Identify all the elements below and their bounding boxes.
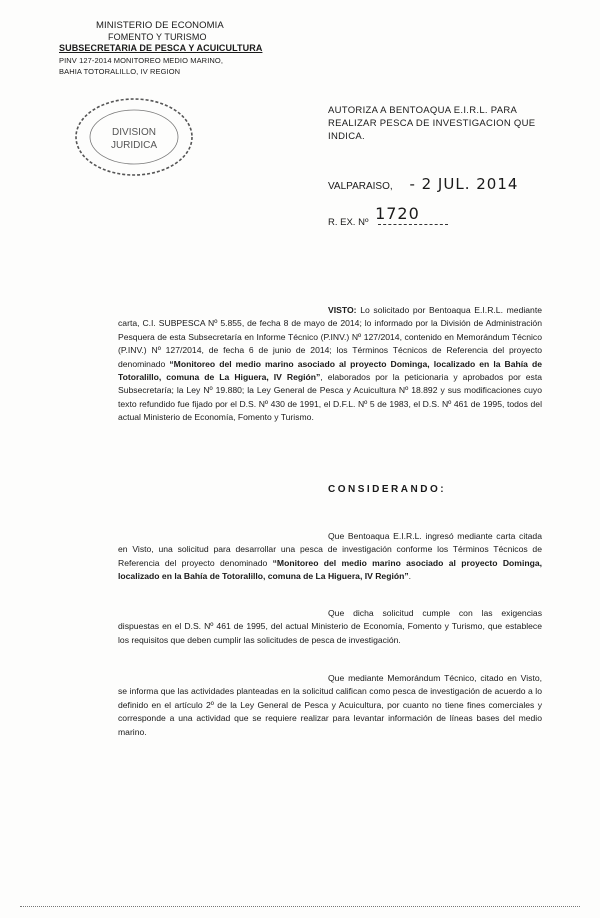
resolution-underline — [378, 224, 448, 225]
considerando-heading: CONSIDERANDO: — [328, 484, 447, 495]
resolution-number: 1720 — [375, 204, 420, 223]
project-reference: PINV 127-2014 MONITOREO MEDIO MARINO, — [59, 55, 224, 65]
visto-text-a: Lo solicitado por Bentoaqua E.I.R.L. mediante carta, C.I. SUBPESCA Nº 5.855, de fecha 8 de mayo de 2014; lo informado por la División de Administración Pesquera de esta Subsecretaría en Informe Técnico (P.INV.) Nº 127/2014, contenido en Memorándum Técnico (P.INV.) Nº 127/2014, de fecha 6 de junio de 2014; los Términos Técnicos de Referencia del proyecto denominado — [118, 305, 542, 369]
p2-text: Que dicha solicitud cumple con las exigencias dispuestas en el D.S. Nº 461 de 1995, del actual Ministerio de Economía, Fomento y Turismo, que establece los requisitos que deben cumplir las solicitudes de pesca de investigación. — [118, 608, 542, 645]
visto-paragraph — [118, 304, 542, 425]
resolution-label: R. EX. Nº — [328, 217, 369, 228]
footer-rule — [20, 906, 580, 907]
division-juridica-stamp — [70, 93, 198, 181]
p3-text: Que mediante Memorándum Técnico, citado en Visto, se informa que las actividades planteadas en la solicitud califican como pesca de investigación de acuerdo a lo definido en el artículo 2º de la Ley General de Pesca y Acuicultura, por cuanto no tiene fines comerciales y corresponde a una actividad que se requiere realizar para levantar información de líneas bases del medio marino. — [118, 673, 542, 737]
ministry-subtitle: FOMENTO Y TURISMO — [108, 31, 207, 42]
visto-label: VISTO: — [328, 305, 357, 315]
considerando-paragraph-3 — [118, 672, 542, 739]
resolution-number-line — [328, 204, 448, 229]
ministry-name: MINISTERIO DE ECONOMIA — [96, 20, 224, 31]
p1-text-b: . — [408, 571, 412, 582]
p1-text-a: Que Bentoaqua E.I.R.L. ingresó mediante carta citada en Visto, una solicitud para desarrollar una pesca de investigación conforme los Términos Técnicos de Referencia del proyecto denominado — [118, 531, 542, 568]
letterhead — [59, 20, 263, 78]
p1-project-name: “Monitoreo del medio marino asociado al proyecto Dominga, localizado en la Bahía de Totoralillo, comuna de La Higuera, IV Región” — [118, 557, 542, 582]
visto-project-name: “Monitoreo del medio marino asociado al proyecto Dominga, localizado en la Bahía de Totoralillo, comuna de La Higuera, IV Región” — [118, 358, 543, 383]
project-location: BAHIA TOTORALILLO, IV REGION — [59, 67, 181, 76]
date-line — [328, 175, 518, 193]
considerando-paragraph-1 — [118, 530, 542, 584]
stamp-text-juridica: JURIDICA — [110, 140, 158, 151]
date-stamp: - 2 JUL. 2014 — [409, 175, 519, 193]
resolution-subject: AUTORIZA A BENTOAQUA E.I.R.L. PARA REALIZAR PESCA DE INVESTIGACION QUE INDICA. — [328, 105, 536, 142]
date-place: VALPARAISO, — [328, 181, 393, 192]
subsecretaria-name: SUBSECRETARIA DE PESCA Y ACUICULTURA — [59, 43, 263, 53]
stamp-text-division: DIVISION — [112, 127, 156, 138]
visto-text-b: , elaborados por la peticionaria y aprobados por esta Subsecretaría; la Ley Nº 19.880; la Ley General de Pesca y Acuicultura Nº 18.892 y sus modificaciones cuyo texto refundido fue fijado por el D.S. Nº 430 de 1991, el D.F.L. Nº 5 de 1983, el D.S. Nº 461 de 1995, todos del actual Ministerio de Economía, Fomento y Turismo. — [118, 372, 542, 423]
considerando-paragraph-2 — [118, 607, 542, 647]
